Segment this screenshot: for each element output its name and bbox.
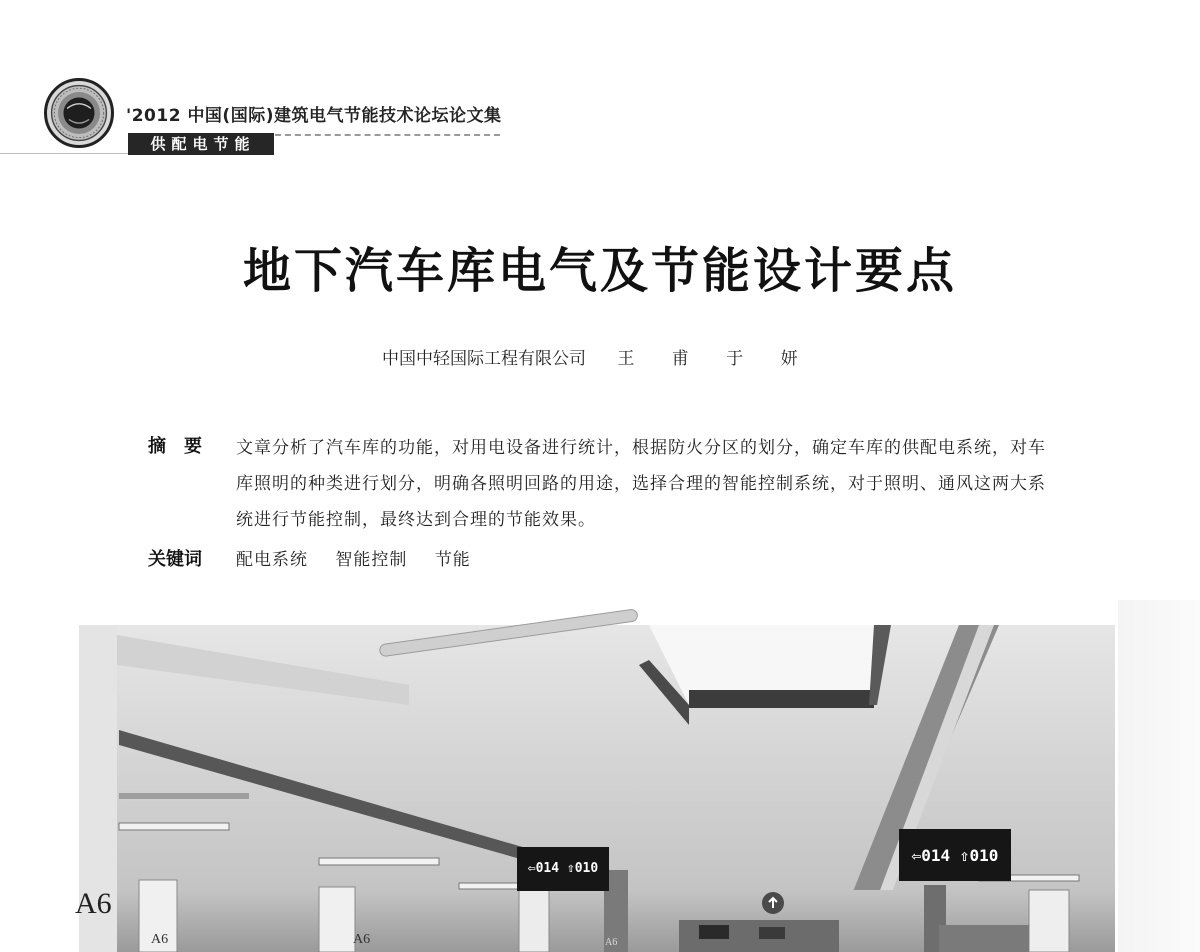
page-margin-shadow	[1118, 600, 1200, 952]
keyword: 节能	[434, 550, 471, 570]
proceedings-title: '2012 中国(国际)建筑电气节能技术论坛论文集	[126, 106, 502, 126]
header-rule	[0, 153, 128, 154]
led-sign: ⇦014 ⇧010	[911, 846, 999, 865]
abstract-text: 文章分析了汽车库的功能，对用电设备进行统计，根据防火分区的划分，确定车库的供配电系统，对车库照明的种类进行划分，明确各照明回路的用途，选择合理的智能控制系统，对于照明、通风这两大系统进行节能控制，最终达到合理的节能效果。	[236, 438, 1046, 530]
keywords-list	[236, 545, 493, 570]
column-label: A6	[353, 932, 371, 947]
conference-seal-icon	[44, 78, 114, 148]
column-label: A6	[75, 887, 112, 920]
paper-title: 地下汽车库电气及节能设计要点	[242, 243, 957, 299]
keywords-label: 关键词	[148, 549, 202, 570]
led-sign: ⇦014 ⇧010	[527, 861, 599, 876]
keyword: 智能控制	[335, 550, 408, 570]
keyword: 配电系统	[236, 550, 308, 570]
garage-illustration	[79, 625, 1115, 952]
author-names: 王 甫 于 妍	[617, 349, 814, 369]
seal-graphic	[47, 81, 111, 145]
column-label: A6	[151, 932, 169, 947]
abstract-label: 摘要	[148, 436, 220, 457]
column-label: A6	[605, 937, 618, 948]
header-dashed-rule	[275, 134, 500, 136]
underground-parking-garage-photo	[75, 625, 1115, 952]
section-tag: 供配电节能	[128, 133, 274, 155]
author-line	[382, 344, 814, 369]
affiliation: 中国中轻国际工程有限公司	[382, 349, 586, 369]
